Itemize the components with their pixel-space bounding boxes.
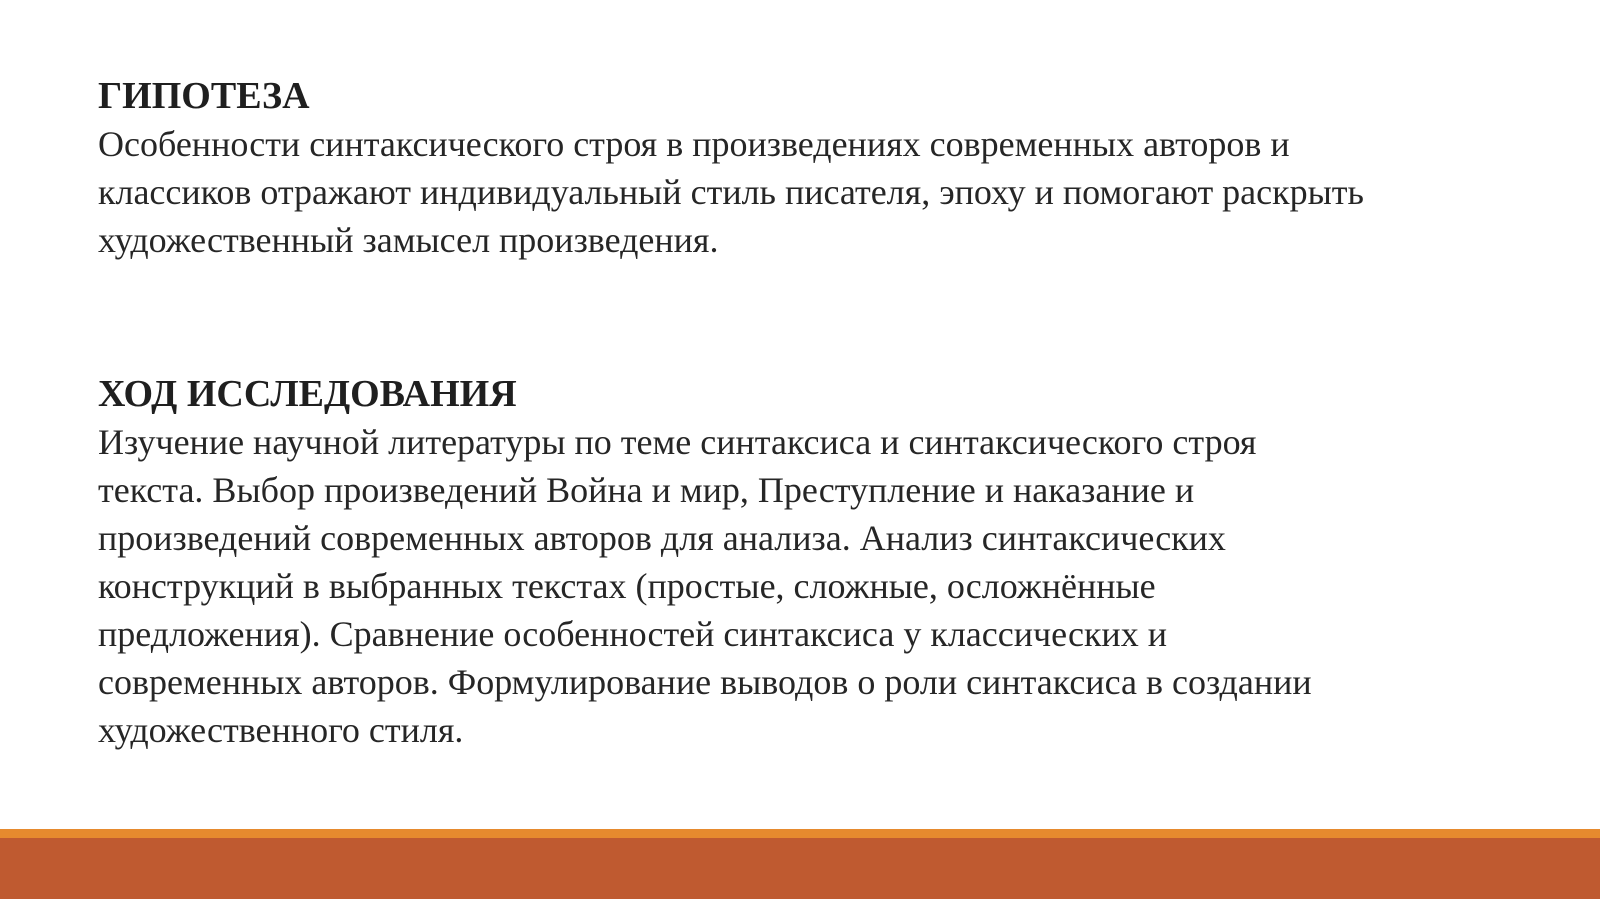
hypothesis-text: Особенности синтаксического строя в произведениях современных авторов и классиков отражают индивидуальный стиль писателя, эпоху и помогают раскрыть художественный замысел произведения. xyxy=(98,124,1364,260)
footer-band xyxy=(0,829,1600,899)
research-title: ХОД ИССЛЕДОВАНИЯ xyxy=(98,373,517,415)
footer-accent-stripe xyxy=(0,829,1600,838)
section-spacer xyxy=(98,264,1368,370)
research-text: Изучение научной литературы по теме синтаксиса и синтаксического строя текста. Выбор произведений Война и мир, Преступление и наказание и произведений современных авторов для анализа. Анализ синтаксических конструкций в выбранных текстах (простые, сложные, осложнённые предложения). Сравнение особенностей синтаксиса у классических и современных авторов. Формулирование выводов о роли синтаксиса в создании художественного стиля. xyxy=(98,422,1312,750)
slide-content xyxy=(98,72,1368,754)
hypothesis-title: ГИПОТЕЗА xyxy=(98,75,310,117)
footer-main-stripe xyxy=(0,838,1600,899)
